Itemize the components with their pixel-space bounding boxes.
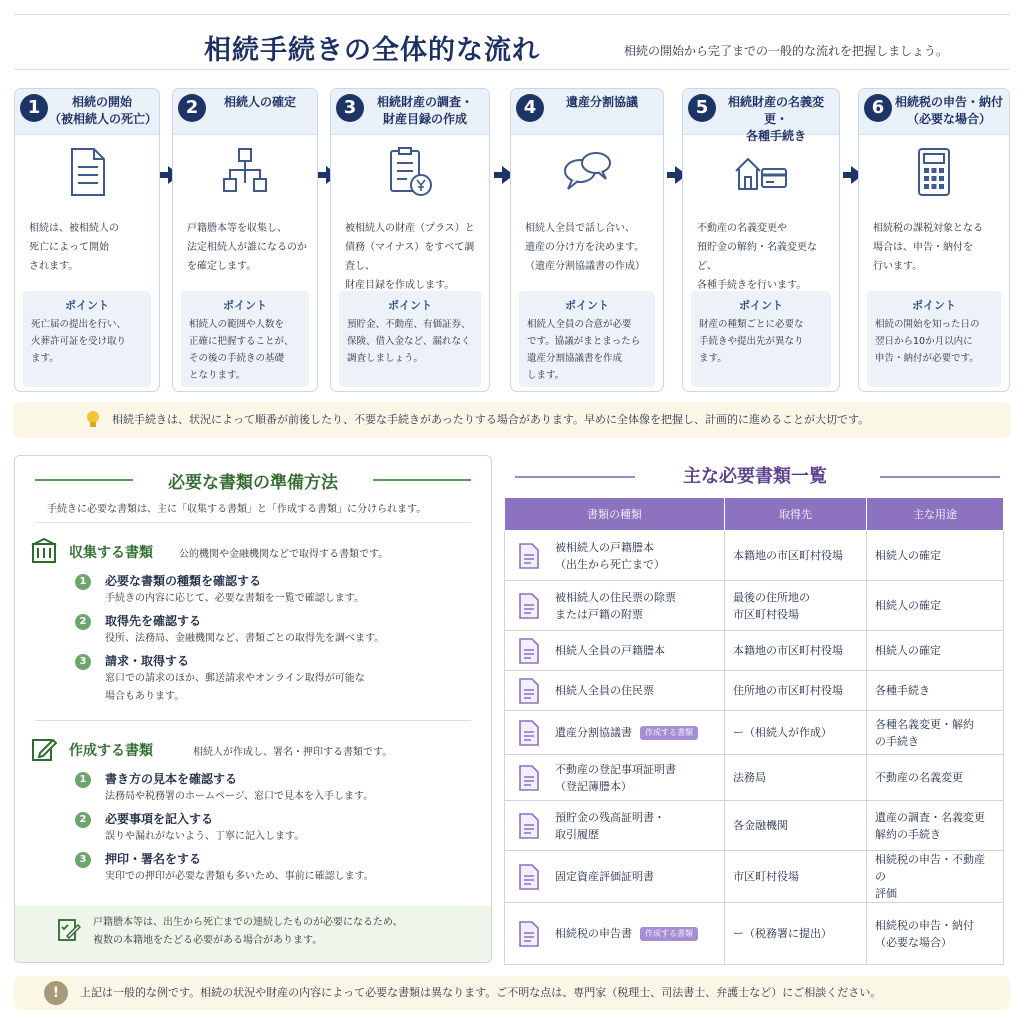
point-text: 預貯金、不動産、有価証券、 保険、借入金など、漏れなく 調査しましょう。: [347, 319, 471, 364]
step-header: [683, 89, 839, 143]
point-label: ポイント: [565, 299, 609, 312]
collect-title: 収集する書類: [69, 545, 153, 561]
doc-name-cell: [505, 581, 725, 631]
document-icon: [517, 812, 541, 840]
step-point: [867, 291, 1001, 387]
doc-use: 相続税の申告・不動産の 評価: [867, 851, 1004, 903]
doc-name: 固定資産評価証明書: [555, 870, 654, 883]
create-badge: 作成する書類: [640, 927, 698, 941]
point-label: ポイント: [739, 299, 783, 312]
create-badge: 作成する書類: [640, 726, 698, 740]
prep-step-number: 1: [75, 574, 91, 590]
step-header: [15, 89, 159, 135]
speech-bubbles-icon: [511, 145, 663, 201]
calculator-icon: [859, 145, 1009, 201]
lightbulb-icon: [86, 410, 100, 430]
step-title: 遺産分割協議: [565, 95, 638, 109]
step-point: [519, 291, 655, 387]
step-card-1: [14, 88, 160, 392]
step-description: 相続税の課税対象となる 場合は、申告・納付を 行います。: [873, 223, 983, 272]
step-header: [859, 89, 1009, 135]
prep-step: [77, 850, 457, 890]
doc-name-cell: [505, 671, 725, 711]
doc-source: 住所地の市区町村役場: [725, 671, 867, 711]
bottom-note: [14, 976, 1010, 1010]
prep-step-title: 請求・取得する: [105, 654, 190, 668]
doc-name-cell: [505, 851, 725, 903]
step-number: 6: [864, 94, 892, 122]
flow-steps: [14, 88, 1010, 392]
doc-source: 本籍地の市区町村役場: [725, 631, 867, 671]
building-icon: [31, 538, 57, 564]
doc-source: 本籍地の市区町村役場: [725, 531, 867, 581]
doc-name-cell: [505, 755, 725, 801]
doc-name: 預貯金の残高証明書・ 取引履歴: [555, 810, 665, 841]
create-section: [29, 736, 479, 882]
prep-step-text: 誤りや漏れがないよう、丁寧に記入します。: [105, 831, 305, 842]
table-row: [505, 671, 1004, 711]
prep-step-text: 実印での押印が必要な書類も多いため、事前に確認します。: [105, 871, 374, 882]
doc-source: ー（税務署に提出）: [725, 903, 867, 965]
docs-table: [504, 497, 1004, 965]
prep-step: [77, 572, 457, 612]
prep-step-number: 3: [75, 852, 91, 868]
table-row: [505, 903, 1004, 965]
doc-name-cell: [505, 711, 725, 755]
step-point: [181, 291, 309, 387]
point-text: 相続人全員の合意が必要 です。協議がまとまったら 遺産分割協議書を作成 します。: [527, 319, 641, 381]
doc-name: 相続人全員の戸籍謄本: [555, 644, 665, 657]
step-number: 5: [688, 94, 716, 122]
document-icon: [517, 764, 541, 792]
doc-use: 相続税の申告・納付 （必要な場合）: [867, 903, 1004, 965]
doc-use: 相続人の確定: [867, 531, 1004, 581]
prep-footer: [15, 906, 491, 962]
step-number: 4: [516, 94, 544, 122]
step-number: 3: [336, 94, 364, 122]
checklist-yen-icon: [331, 145, 489, 201]
checklist-pencil-icon: [57, 918, 81, 942]
table-row: [505, 755, 1004, 801]
doc-name: 遺産分割協議書: [555, 726, 632, 739]
doc-use: 不動産の名義変更: [867, 755, 1004, 801]
pencil-document-icon: [31, 736, 57, 762]
step-description: 相続は、被相続人の 死亡によって開始 されます。: [29, 223, 119, 272]
doc-name-cell: [505, 631, 725, 671]
step-description: 被相続人の財産（プラス）と 債務（マイナス）をすべて調査し、 財産目録を作成します。: [345, 223, 475, 291]
doc-use: 遺産の調査・名義変更 解約の手続き: [867, 801, 1004, 851]
doc-use: 相続人の確定: [867, 581, 1004, 631]
document-icon: [517, 637, 541, 665]
flow-note: [14, 402, 1010, 438]
step-point: [691, 291, 831, 387]
prep-step: [77, 810, 457, 850]
doc-source: ー（相続人が作成）: [725, 711, 867, 755]
point-text: 相続人の範囲や人数を 正確に把握することが、 その後の手続きの基礎 となります。: [189, 319, 294, 381]
doc-source: 市区町村役場: [725, 851, 867, 903]
doc-name: 被相続人の戸籍謄本 （出生から死亡まで）: [555, 540, 665, 571]
prep-step-text: 窓口での請求のほか、郵送請求やオンライン取得が可能な 場合もあります。: [105, 673, 365, 702]
create-title: 作成する書類: [69, 743, 153, 759]
step-description: 不動産の名義変更や 預貯金の解約・名義変更など、 各種手続きを行います。: [697, 223, 817, 291]
step-title: 相続税の申告・納付 （必要な場合）: [894, 95, 1003, 126]
prep-subtitle: 手続きに必要な書類は、主に「収集する書類」と「作成する書類」に分けられます。: [47, 504, 427, 515]
point-label: ポイント: [223, 299, 267, 312]
step-description: 戸籍謄本等を収集し、 法定相続人が誰になるのか を確定します。: [187, 223, 307, 272]
step-description: 相続人全員で話し合い、 遺産の分け方を決めます。 （遺産分割協議書の作成）: [525, 223, 645, 272]
document-icon: [517, 719, 541, 747]
prep-step: [77, 652, 457, 702]
doc-name-cell: [505, 801, 725, 851]
docs-title: 主な必要書類一覧: [683, 466, 827, 487]
doc-name: 相続税の申告書: [555, 927, 632, 940]
step-point: [339, 291, 481, 387]
table-row: [505, 531, 1004, 581]
step-header: [331, 89, 489, 135]
table-row: [505, 711, 1004, 755]
document-icon: [517, 863, 541, 891]
doc-name-cell: [505, 903, 725, 965]
doc-use: 各種名義変更・解約 の手続き: [867, 711, 1004, 755]
prep-step-title: 必要事項を記入する: [105, 812, 214, 826]
step-title: 相続財産の名義変更・ 各種手続き: [727, 95, 824, 143]
step-title: 相続財産の調査・ 財産目録の作成: [376, 95, 473, 126]
flow-note-text: 相続手続きは、状況によって順番が前後したり、不要な手続きがあったりする場合があります。早めに全体像を把握し、計画的に進めることが大切です。: [112, 413, 870, 426]
prep-step-number: 2: [75, 614, 91, 630]
document-icon: [517, 592, 541, 620]
step-number: 1: [20, 94, 48, 122]
step-card-3: [330, 88, 490, 392]
step-header: [173, 89, 317, 135]
point-label: ポイント: [388, 299, 432, 312]
step-title: 相続人の確定: [223, 95, 296, 109]
prep-step-title: 押印・署名をする: [105, 852, 202, 866]
column-header: 取得先: [725, 498, 867, 531]
document-icon: [517, 920, 541, 948]
prep-footer-text: 戸籍謄本等は、出生から死亡までの連続したものが必要になるため、 複数の本籍地をたどる必要がある場合があります。: [93, 917, 403, 946]
step-title: 相続の開始 （被相続人の死亡）: [49, 95, 158, 126]
document-icon: [517, 542, 541, 570]
doc-source: 各金融機関: [725, 801, 867, 851]
step-card-6: [858, 88, 1010, 392]
step-card-5: [682, 88, 840, 392]
table-row: [505, 801, 1004, 851]
create-desc: 相続人が作成し、署名・押印する書類です。: [193, 747, 393, 758]
page-subtitle: 相続の開始から完了までの一般的な流れを把握しましょう。: [624, 44, 949, 58]
step-card-4: [510, 88, 664, 392]
step-number: 2: [178, 94, 206, 122]
document-icon: [517, 677, 541, 705]
doc-name: 被相続人の住民票の除票 または戸籍の附票: [555, 590, 676, 621]
prep-step-title: 取得先を確認する: [105, 614, 202, 628]
prep-step-text: 手続きの内容に応じて、必要な書類を一覧で確認します。: [105, 593, 364, 604]
point-text: 死亡届の提出を行い、 火葬許可証を受け取り ます。: [31, 319, 127, 364]
doc-source: 法務局: [725, 755, 867, 801]
collect-section: [29, 538, 479, 702]
prep-step-number: 3: [75, 654, 91, 670]
table-row: [505, 851, 1004, 903]
prep-step-number: 2: [75, 812, 91, 828]
page-header: [14, 14, 1010, 70]
point-label: ポイント: [65, 299, 109, 312]
step-card-2: [172, 88, 318, 392]
doc-source: 最後の住所地の 市区町村役場: [725, 581, 867, 631]
collect-desc: 公的機関や金融機関などで取得する書類です。: [179, 549, 389, 560]
prep-step-title: 必要な書類の種類を確認する: [105, 574, 262, 588]
prep-step-number: 1: [75, 772, 91, 788]
prep-step-text: 法務局や税務署のホームページ、窓口で見本を入手します。: [105, 791, 374, 802]
exclamation-icon: !: [44, 981, 68, 1005]
divider: [35, 720, 471, 721]
point-text: 財産の種類ごとに必要な 手続きや提出先が異なり ます。: [699, 319, 804, 364]
doc-use: 各種手続き: [867, 671, 1004, 711]
doc-name-cell: [505, 531, 725, 581]
point-text: 相続の開始を知った日の 翌日から10か月以内に 申告・納付が必要です。: [875, 319, 980, 364]
step-header: [511, 89, 663, 135]
house-card-icon: [683, 145, 839, 201]
column-header: 書類の種類: [505, 498, 725, 531]
doc-name: 相続人全員の住民票: [555, 684, 654, 697]
doc-use: 相続人の確定: [867, 631, 1004, 671]
doc-name: 不動産の登記事項証明書 （登記簿謄本）: [555, 762, 676, 793]
prep-step-text: 役所、法務局、金融機関など、書類ごとの取得先を調べます。: [105, 633, 385, 644]
prep-step-title: 書き方の見本を確認する: [105, 772, 238, 786]
family-tree-icon: [173, 145, 317, 201]
prep-step: [77, 770, 457, 810]
table-row: [505, 631, 1004, 671]
page-title: 相続手続きの全体的な流れ: [204, 35, 540, 66]
document-icon: [15, 145, 159, 201]
step-point: [23, 291, 151, 387]
point-label: ポイント: [912, 299, 956, 312]
prep-title: 必要な書類の準備方法: [168, 473, 338, 493]
bottom-note-text: 上記は一般的な例です。相続の状況や財産の内容によって必要な書類は異なります。ご不明な点は、専門家（税理士、司法書士、弁護士など）にご相談ください。: [80, 986, 882, 999]
divider: [35, 522, 471, 523]
table-row: [505, 581, 1004, 631]
column-header: 主な用途: [867, 498, 1004, 531]
prep-panel: [14, 455, 492, 963]
prep-step: [77, 612, 457, 652]
